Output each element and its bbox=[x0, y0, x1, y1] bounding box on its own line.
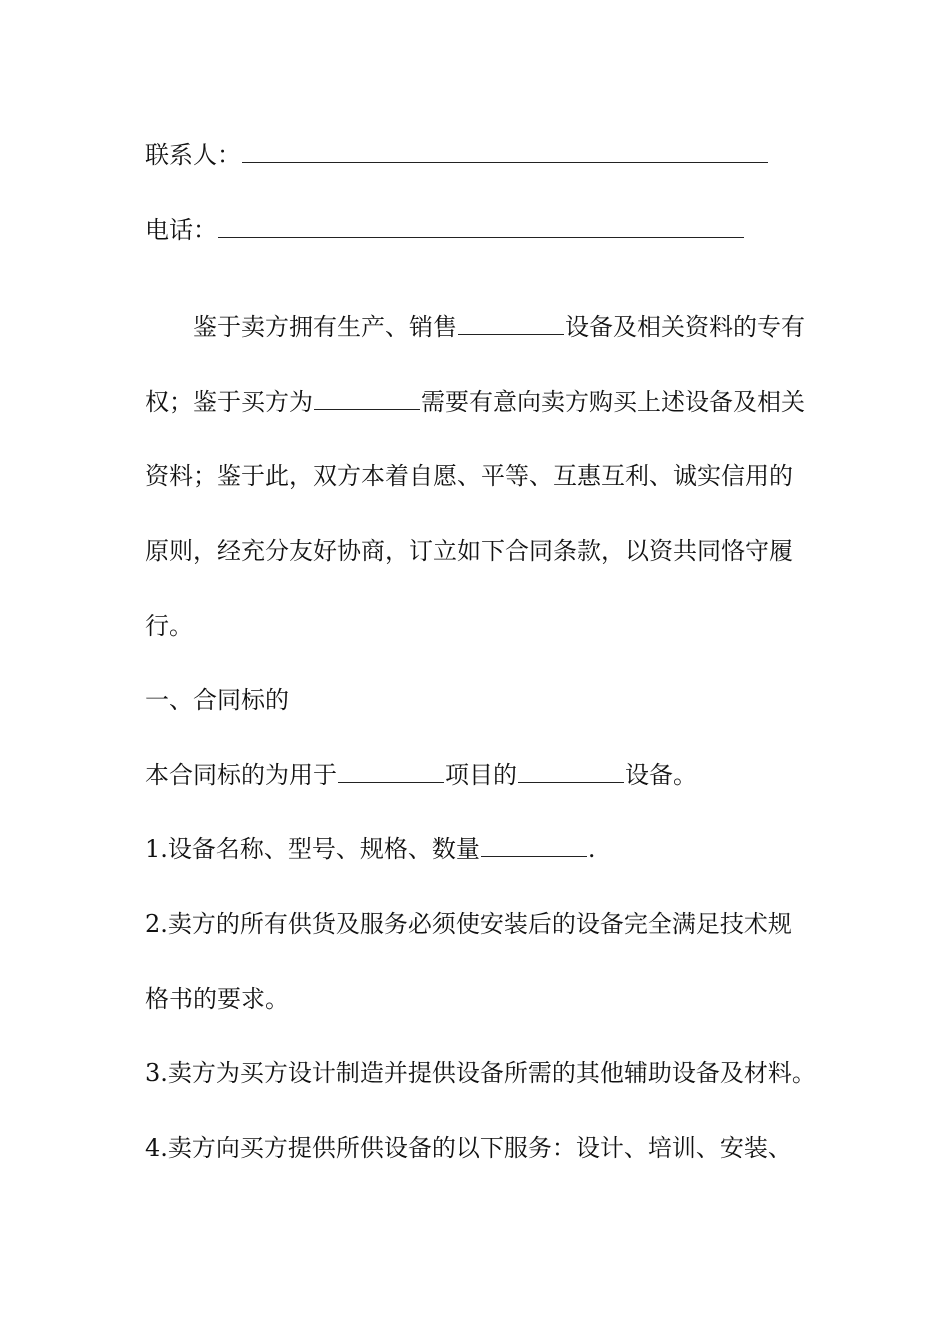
item-1-text: 1.设备名称、型号、规格、数量 bbox=[145, 835, 480, 863]
item-2-line-2: 格书的要求。 bbox=[145, 985, 289, 1013]
preamble-line-1 bbox=[193, 310, 810, 344]
equipment-blank[interactable] bbox=[518, 760, 624, 783]
preamble-text: 需要有意向卖方购买上述设备及相关 bbox=[421, 388, 805, 416]
preamble-line-4: 原则，经充分友好协商，订立如下合同条款，以资共同恪守履 bbox=[145, 537, 793, 565]
project-blank[interactable] bbox=[338, 760, 444, 783]
buyer-purpose-blank[interactable] bbox=[314, 387, 420, 410]
phone-blank[interactable] bbox=[218, 215, 744, 238]
preamble-text: 权；鉴于买方为 bbox=[145, 388, 313, 416]
equipment-spec-blank[interactable] bbox=[481, 834, 587, 857]
product-blank[interactable] bbox=[458, 312, 564, 335]
contact-person-blank[interactable] bbox=[242, 140, 768, 163]
preamble-text: 鉴于卖方拥有生产、销售 bbox=[193, 313, 457, 341]
preamble-text: 设备及相关资料的专有 bbox=[565, 313, 805, 341]
item-2-line-1: 2.卖方的所有供货及服务必须使安装后的设备完全满足技术规 bbox=[145, 910, 792, 938]
item-4-line: 4.卖方向买方提供所供设备的以下服务：设计、培训、安装、 bbox=[145, 1134, 792, 1162]
section-heading: 一、合同标的 bbox=[145, 686, 289, 714]
subject-text: 本合同标的为用于 bbox=[145, 761, 337, 789]
item-1-line bbox=[145, 832, 810, 866]
phone-line bbox=[145, 213, 810, 247]
preamble-line-5: 行。 bbox=[145, 612, 193, 640]
contract-subject-line bbox=[145, 758, 810, 792]
subject-text: 设备。 bbox=[625, 761, 697, 789]
preamble-line-2 bbox=[145, 385, 810, 419]
preamble-line-3: 资料；鉴于此，双方本着自愿、平等、互惠互利、诚实信用的 bbox=[145, 462, 793, 490]
item-1-period: . bbox=[587, 835, 596, 863]
contact-person-label: 联系人： bbox=[145, 141, 241, 169]
subject-text: 项目的 bbox=[445, 761, 517, 789]
contact-person-line bbox=[145, 138, 810, 172]
phone-label: 电话： bbox=[145, 216, 217, 244]
item-3-line: 3.卖方为买方设计制造并提供设备所需的其他辅助设备及材料。 bbox=[145, 1059, 816, 1087]
